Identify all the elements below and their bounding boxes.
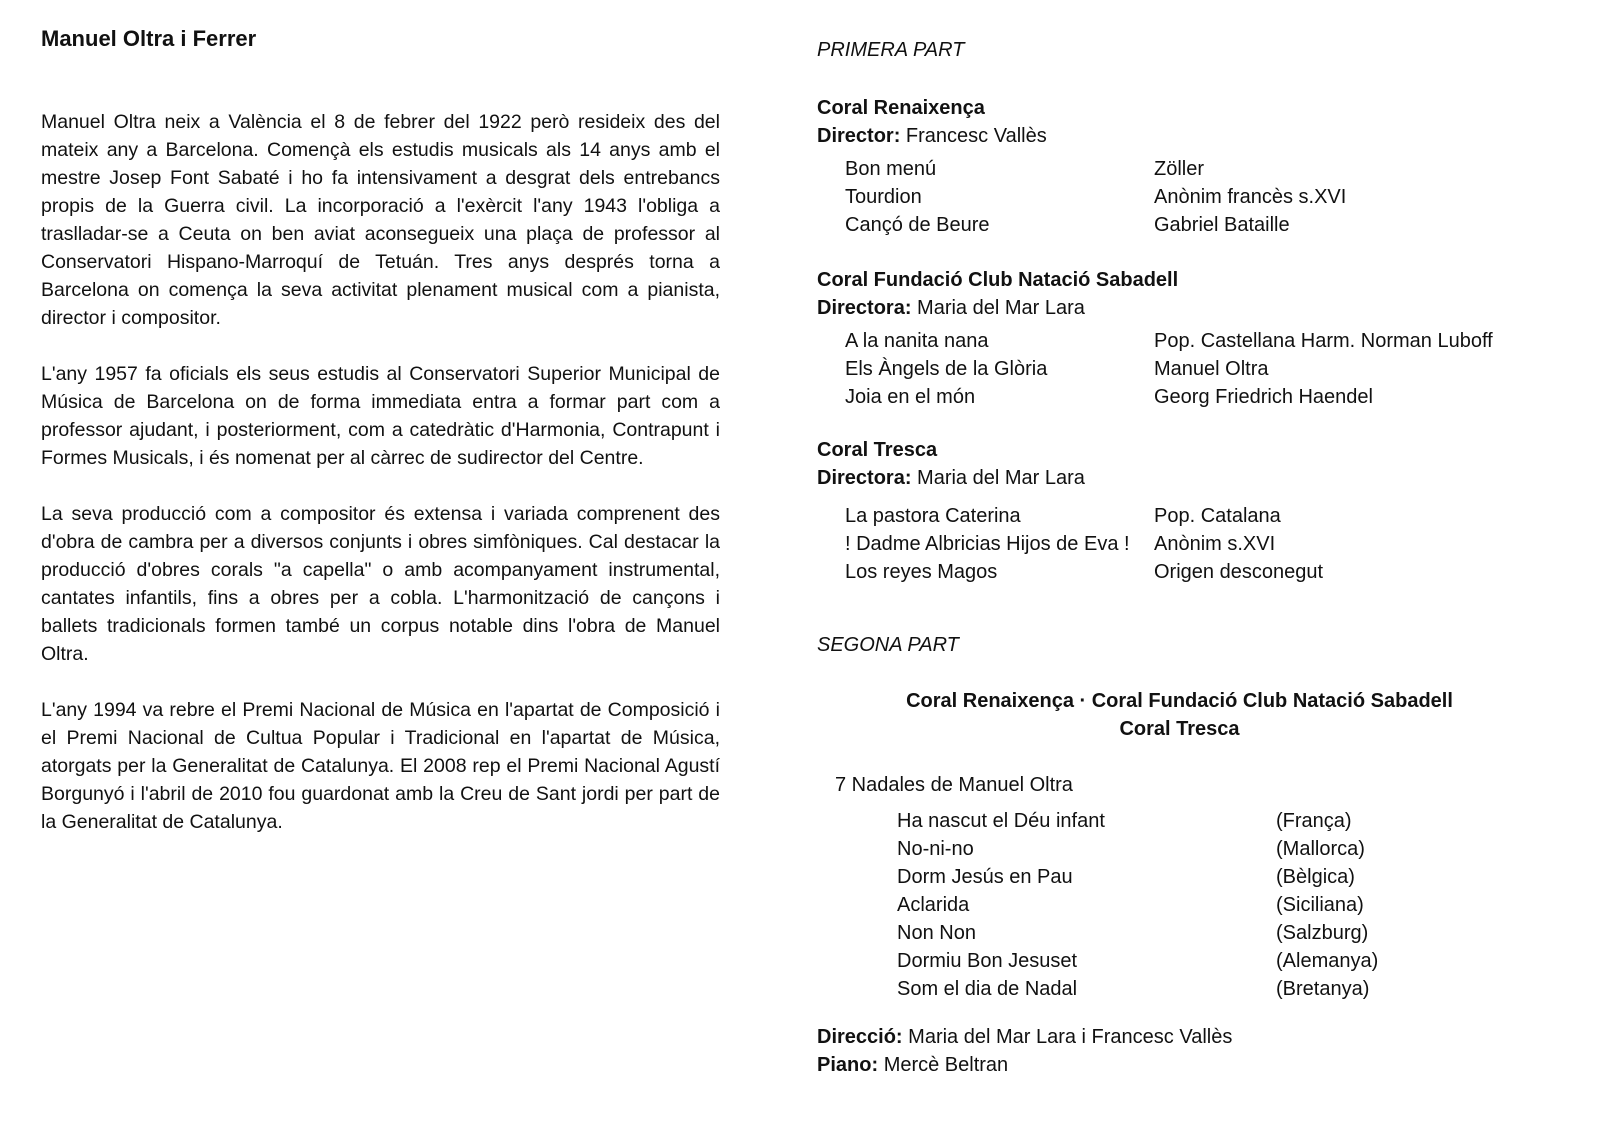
piece-author: Origen desconegut	[1154, 561, 1324, 583]
carol-title: Dorm Jesús en Pau	[897, 866, 1073, 888]
part-two-title: SEGONA PART	[817, 634, 959, 656]
carol-origin: (Mallorca)	[1276, 838, 1365, 860]
pianist-name: Mercè Beltran	[883, 1054, 1009, 1076]
choir-group	[817, 436, 1577, 586]
direction-names: Maria del Mar Lara i Francesc Vallès	[908, 1026, 1233, 1048]
piece-row	[817, 383, 1577, 411]
piece-row	[817, 355, 1577, 383]
piano-line	[817, 1051, 1577, 1079]
carol-title: Som el dia de Nadal	[897, 978, 1078, 1000]
program-column	[817, 36, 1577, 1079]
part-one-title: PRIMERA PART	[817, 39, 965, 61]
piece-row	[817, 327, 1577, 355]
direction-line	[817, 1023, 1577, 1051]
joint-choirs-line: Coral Renaixença · Coral Fundació Club Natació Sabadell	[906, 690, 1453, 712]
carol-list	[817, 807, 1577, 1003]
piece-author: Pop. Castellana Harm. Norman Luboff	[1154, 330, 1493, 352]
piece-title: Bon menú	[845, 158, 937, 180]
carol-origin: (Bretanya)	[1276, 978, 1370, 1000]
carol-row	[817, 919, 1577, 947]
director-name: Francesc Vallès	[905, 125, 1047, 147]
piece-title: Els Àngels de la Glòria	[845, 358, 1048, 380]
carol-origin: (Salzburg)	[1276, 922, 1369, 944]
director-label: Directora:	[817, 467, 912, 489]
director-line	[817, 464, 1577, 492]
carol-row	[817, 975, 1577, 1003]
piece-title: A la nanita nana	[845, 330, 989, 352]
biography-title: Manuel Oltra i Ferrer	[41, 26, 257, 51]
carol-origin: (França)	[1276, 810, 1352, 832]
joint-choirs-line: Coral Tresca	[1119, 718, 1240, 740]
carol-title: Dormiu Bon Jesuset	[897, 950, 1078, 972]
piece-row	[817, 530, 1577, 558]
carol-origin: (Siciliana)	[1276, 894, 1364, 916]
carol-row	[817, 807, 1577, 835]
piece-row	[817, 211, 1577, 239]
piece-row	[817, 502, 1577, 530]
director-line	[817, 122, 1577, 150]
biography-paragraph: L'any 1957 fa oficials els seus estudis al Conservatori Superior Municipal de Música de Barcelona on de forma immediata entra a formar part com a professor ajudant, i posteriorment, com a catedràtic d'Harmonia, Contrapunt i Formes Musicals, i és nomenat per al càrrec de sudirector del Centre.	[41, 363, 720, 469]
piece-title: Cançó de Beure	[845, 214, 990, 236]
biography-column	[41, 24, 720, 836]
piece-title: Joia en el món	[845, 386, 976, 408]
piece-author: Anònim s.XVI	[1154, 533, 1276, 555]
biography-paragraph: La seva producció com a compositor és extensa i variada comprenent des d'obra de cambra per a diversos conjunts i obres simfòniques. Cal destacar la producció d'obres corals "a capella" o amb acompanyament instrumental, cantates infantils, fins a obres per a cobla. L'harmonització de cançons i ballets tradicionals formen també un corpus notable dins l'obra de Manuel Oltra.	[41, 503, 720, 665]
piece-author: Zöller	[1154, 158, 1205, 180]
carol-row	[817, 947, 1577, 975]
carol-row	[817, 863, 1577, 891]
carol-origin: (Bèlgica)	[1276, 866, 1355, 888]
director-name: Maria del Mar Lara	[917, 297, 1085, 319]
carol-title: No-ni-no	[897, 838, 974, 860]
carol-origin: (Alemanya)	[1276, 950, 1379, 972]
piece-author: Georg Friedrich Haendel	[1154, 386, 1373, 408]
piece-title: Tourdion	[845, 186, 922, 208]
piece-author: Anònim francès s.XVI	[1154, 186, 1347, 208]
choir-group	[817, 94, 1577, 239]
biography-paragraph: L'any 1994 va rebre el Premi Nacional de Música en l'apartat de Composició i el Premi Nacional de Cultua Popular i Tradicional en l'apartat de Música, atorgats per la Generalitat de Catalunya. El 2008 rep el Premi Nacional Agustí Borgunyó i l'abril de 2010 fou guardonat amb la Creu de Sant jordi per part de la Generalitat de Catalunya.	[41, 699, 720, 833]
piece-author: Gabriel Bataille	[1154, 214, 1290, 236]
carol-row	[817, 891, 1577, 919]
piece-row	[817, 183, 1577, 211]
carol-title: Non Non	[897, 922, 976, 944]
director-name: Maria del Mar Lara	[917, 467, 1085, 489]
piece-row	[817, 155, 1577, 183]
biography-paragraph: Manuel Oltra neix a València el 8 de febrer del 1922 però resideix des del mateix any a Barcelona. Començà els estudis musicals als 14 anys amb el mestre Josep Font Sabaté i ho fa intensivament a desgrat dels entrebancs propis de la Guerra civil. La incorporació a l'exèrcit l'any 1943 l'obliga a traslladar-se a Ceuta on ben aviat aconsegueix una plaça de professor al Conservatori Hispano-Marroquí de Tetuán. Tres anys després torna a Barcelona on comença la seva activitat plenament musical com a pianista, director i compositor.	[41, 111, 720, 329]
suite-title: 7 Nadales de Manuel Oltra	[835, 774, 1073, 796]
piece-title: Los reyes Magos	[845, 561, 998, 583]
director-label: Directora:	[817, 297, 912, 319]
piano-label: Piano:	[817, 1054, 879, 1076]
piece-row	[817, 558, 1577, 586]
director-line	[817, 294, 1577, 322]
joint-choirs	[817, 687, 1542, 743]
piece-title: La pastora Caterina	[845, 505, 1021, 527]
carol-row	[817, 835, 1577, 863]
carol-title: Aclarida	[897, 894, 970, 916]
choir-name: Coral Renaixença	[817, 97, 985, 119]
director-label: Director:	[817, 125, 901, 147]
piece-author: Pop. Catalana	[1154, 505, 1281, 527]
piece-author: Manuel Oltra	[1154, 358, 1269, 380]
choir-name: Coral Fundació Club Natació Sabadell	[817, 269, 1179, 291]
carol-title: Ha nascut el Déu infant	[897, 810, 1105, 832]
choir-name: Coral Tresca	[817, 439, 938, 461]
piece-title: ! Dadme Albricias Hijos de Eva !	[845, 533, 1130, 555]
direction-label: Direcció:	[817, 1026, 903, 1048]
choir-group	[817, 266, 1577, 411]
